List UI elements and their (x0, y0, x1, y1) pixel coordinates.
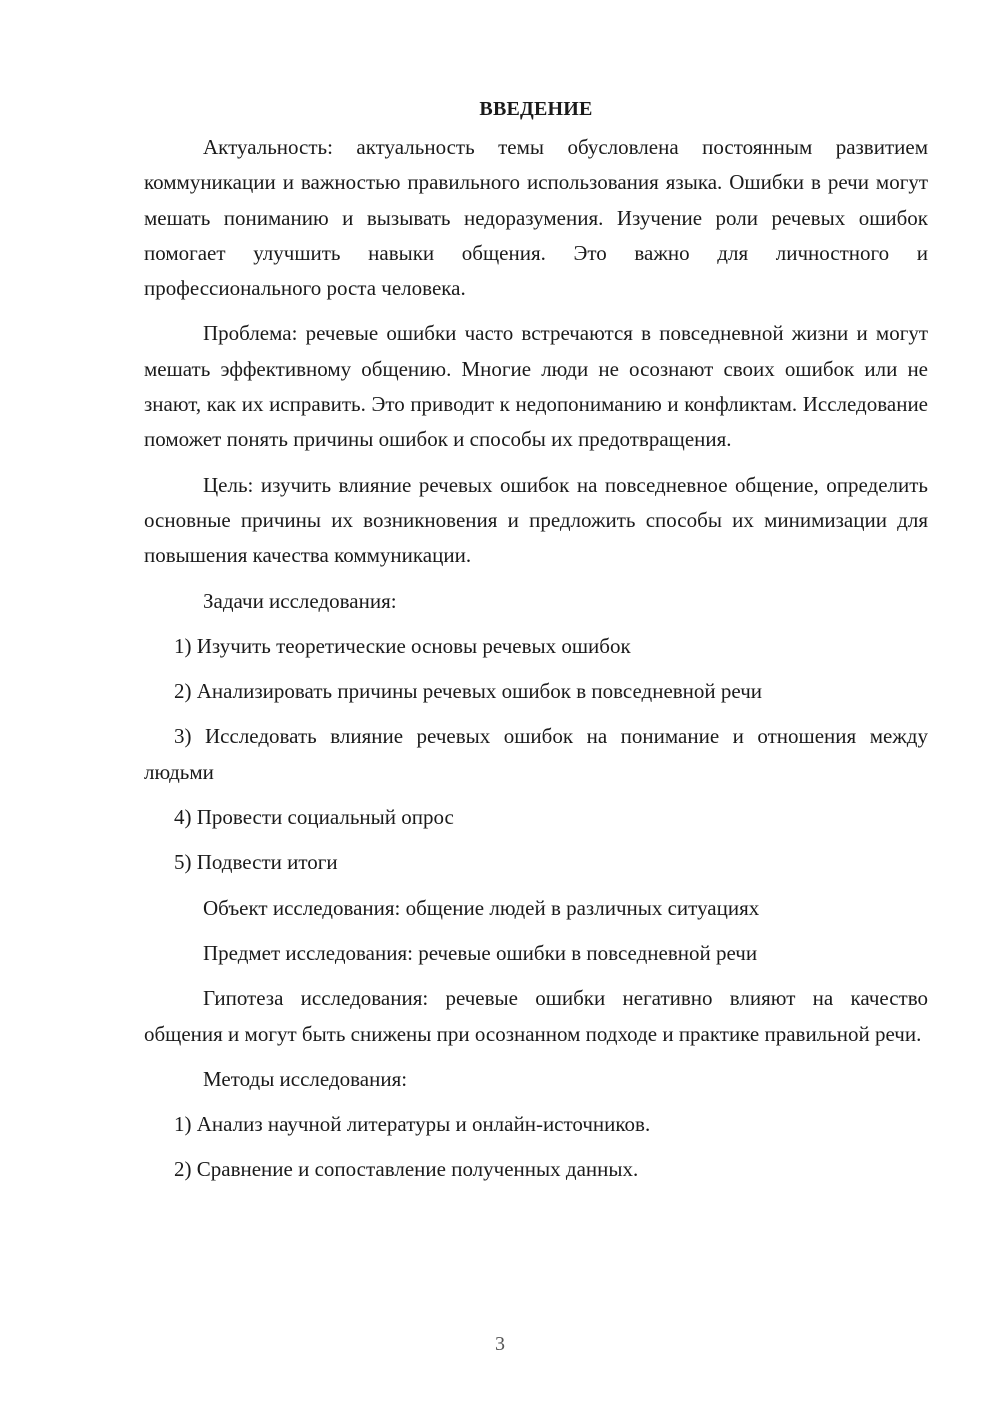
goal-paragraph: Цель: изучить влияние речевых ошибок на повседневное общение, определить основные причины их возникновения и предложить способы их минимизации для повышения качества коммуникации. (144, 472, 928, 568)
problem-paragraph: Проблема: речевые ошибки часто встречаются в повседневной жизни и могут мешать эффективному общению. Многие люди не осознают своих ошибок или не знают, как их исправить. Это приводит к недопониманию и конфликтам. Исследование поможет понять причины ошибок и способы их предотвращения. (144, 321, 928, 452)
page-title: ВВЕДЕНИЕ (479, 98, 593, 120)
page-content (144, 92, 928, 1198)
task-item-1: 1) Изучить теоретические основы речевых ошибок (174, 633, 631, 658)
task-item-5: 5) Подвести итоги (174, 850, 338, 875)
methods-heading: Методы исследования: (203, 1066, 408, 1091)
object-paragraph: Объект исследования: общение людей в различных ситуациях (203, 895, 760, 920)
subject-paragraph: Предмет исследования: речевые ошибки в повседневной речи (203, 940, 758, 965)
tasks-heading: Задачи исследования: (203, 588, 397, 613)
hypothesis-paragraph: Гипотеза исследования: речевые ошибки негативно влияют на качество общения и могут быть снижены при осознанном подходе и практике правильной речи. (144, 986, 928, 1046)
method-item-2: 2) Сравнение и сопоставление полученных данных. (174, 1157, 639, 1182)
relevance-paragraph: Актуальность: актуальность темы обусловлена постоянным развитием коммуникации и важностью правильного использования языка. Ошибки в речи могут мешать пониманию и вызывать недоразумения. Изучение роли речевых ошибок помогает улучшить навыки общения. Это важно для личностного и профессионального роста человека. (144, 135, 928, 301)
task-item-4: 4) Провести социальный опрос (174, 805, 454, 830)
task-item-2: 2) Анализировать причины речевых ошибок в повседневной речи (174, 679, 762, 704)
method-item-1: 1) Анализ научной литературы и онлайн-источников. (174, 1112, 651, 1137)
page-number: 3 (495, 1333, 505, 1355)
task-item-3: 3) Исследовать влияние речевых ошибок на понимание и отношения между людьми (144, 724, 928, 784)
